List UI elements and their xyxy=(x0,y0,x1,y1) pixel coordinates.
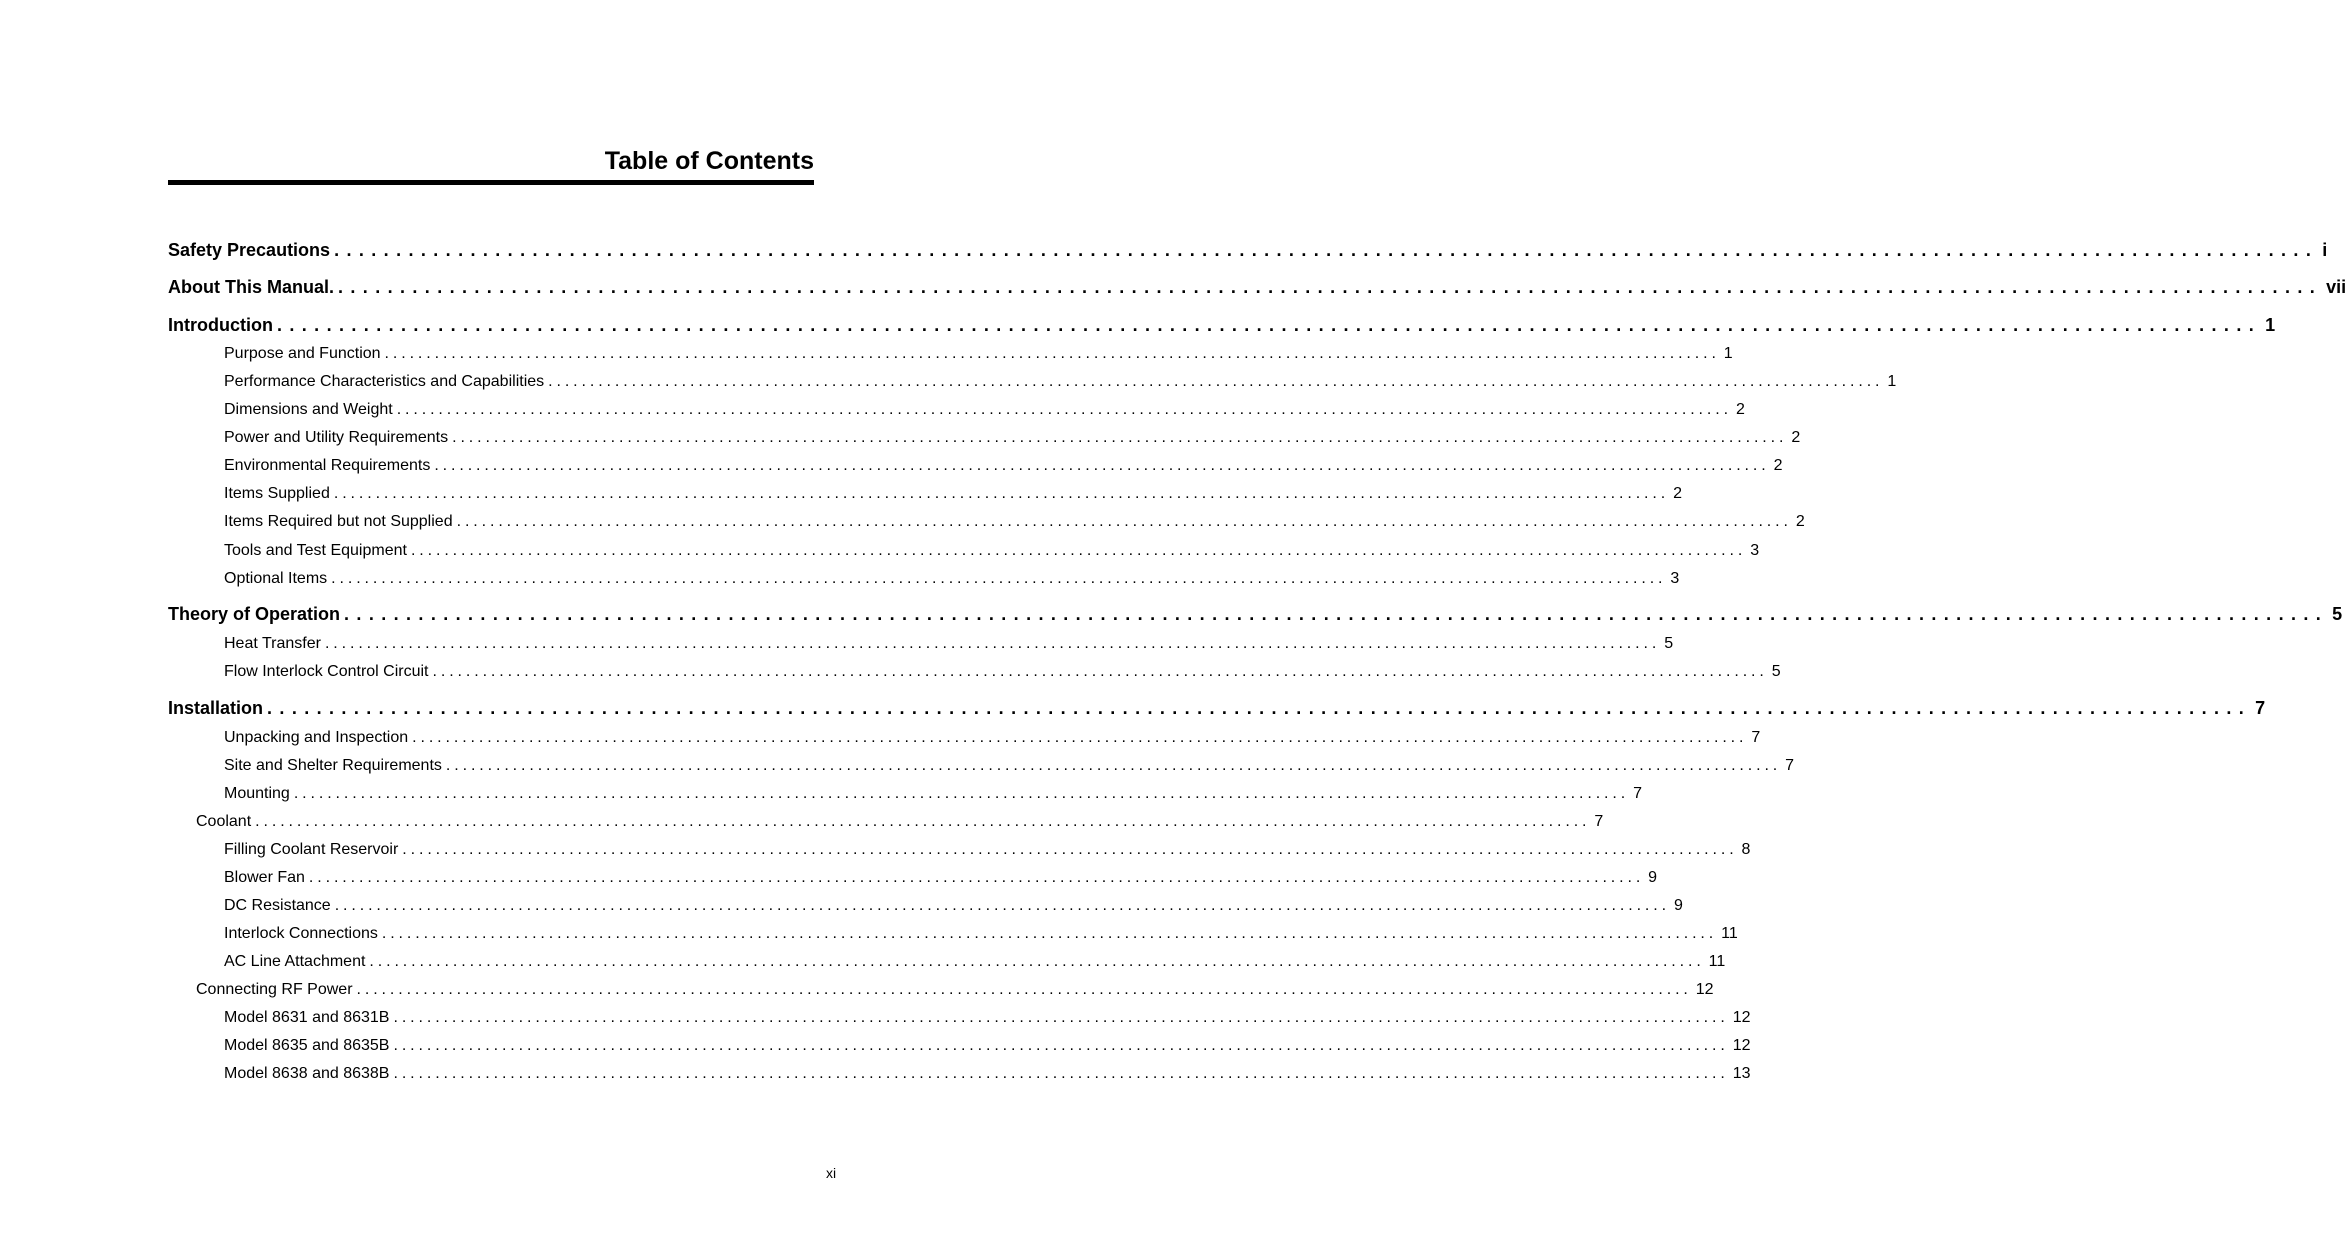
toc-entry-label: Model 8635 and 8635B xyxy=(224,1037,390,1054)
toc-entry-page: 13 xyxy=(1732,1065,1751,1082)
dot-leader: ................................................................................................................................................................ xyxy=(452,429,1788,446)
dot-leader: ................................................................................................................................................................ xyxy=(338,277,2323,297)
toc-entry-page: 12 xyxy=(1695,981,1714,998)
toc-entry-model-8638[interactable] xyxy=(224,1064,1751,1084)
toc-entry-label: Coolant xyxy=(196,813,252,830)
dot-leader: ................................................................................................................................................................ xyxy=(255,813,1591,830)
toc-entry-mounting[interactable] xyxy=(224,784,1642,804)
toc-entry-page: 7 xyxy=(1751,729,1761,746)
toc-entry-label: AC Line Attachment xyxy=(224,953,366,970)
toc-entry-label: DC Resistance xyxy=(224,897,331,914)
toc-entry-page: 2 xyxy=(1673,485,1682,502)
toc-entry-items-required[interactable] xyxy=(224,512,1805,532)
toc-entry-page: 2 xyxy=(1795,513,1805,530)
dot-leader: ................................................................................................................................................................ xyxy=(393,1037,1729,1054)
toc-entry-safety-precautions[interactable] xyxy=(168,239,2328,261)
toc-entry-label: Model 8638 and 8638B xyxy=(224,1065,390,1082)
dot-leader: ................................................................................................................................................................ xyxy=(396,401,1732,418)
toc-entry-connecting-rf-power[interactable] xyxy=(196,980,1714,1000)
toc-entry-label: Safety Precautions xyxy=(168,240,331,260)
dot-leader: ................................................................................................................................................................ xyxy=(331,570,1667,587)
toc-entry-label: Theory of Operation xyxy=(168,604,341,624)
toc-entry-label: Site and Shelter Requirements xyxy=(224,757,442,774)
dot-leader: ................................................................................................................................................................ xyxy=(308,869,1645,886)
toc-entry-label: Model 8631 and 8631B xyxy=(224,1009,390,1026)
toc-entry-model-8631[interactable] xyxy=(224,1008,1751,1028)
toc-entry-heat-transfer[interactable] xyxy=(224,634,1674,654)
toc-entry-page: 9 xyxy=(1673,897,1683,914)
dot-leader: ................................................................................................................................................................ xyxy=(369,953,1705,970)
dot-leader: ................................................................................................................................................................ xyxy=(356,981,1692,998)
dot-leader: ................................................................................................................................................................ xyxy=(445,757,1782,774)
toc-entry-label: Unpacking and Inspection xyxy=(224,729,409,746)
toc-entry-page: 9 xyxy=(1648,869,1658,886)
toc-entry-filling-coolant[interactable] xyxy=(224,840,1751,860)
toc-entry-page: 2 xyxy=(1791,429,1801,446)
toc-entry-label: Dimensions and Weight xyxy=(224,401,393,418)
toc-entry-page: 12 xyxy=(1732,1009,1751,1026)
toc-entry-model-8635[interactable] xyxy=(224,1036,1751,1056)
toc-entry-page: i xyxy=(2322,240,2328,260)
dot-leader: ................................................................................................................................................................ xyxy=(324,635,1661,652)
title-rule xyxy=(168,180,814,185)
toc-entry-performance-characteristics[interactable] xyxy=(224,372,1897,392)
toc-entry-page: 8 xyxy=(1741,841,1751,858)
page-title: Table of Contents xyxy=(604,147,814,175)
dot-leader: ................................................................................................................................................................ xyxy=(276,315,2262,335)
toc-entry-site-and-shelter[interactable] xyxy=(224,756,1795,776)
toc-entry-page: 3 xyxy=(1750,542,1760,559)
toc-entry-page: 11 xyxy=(1721,925,1738,942)
dot-leader: ................................................................................................................................................................ xyxy=(344,604,2329,624)
toc-entry-power-and-utility[interactable] xyxy=(224,428,1801,448)
toc-entry-dimensions-and-weight[interactable] xyxy=(224,400,1745,420)
dot-leader: ................................................................................................................................................................ xyxy=(334,240,2319,260)
dot-leader: ................................................................................................................................................................ xyxy=(410,542,1747,559)
dot-leader: ................................................................................................................................................................ xyxy=(267,698,2252,718)
toc-entry-page: 1 xyxy=(1723,345,1733,362)
toc-entry-page: 7 xyxy=(1594,813,1604,830)
toc-entry-blower-fan[interactable] xyxy=(224,868,1658,888)
toc-entry-flow-interlock[interactable] xyxy=(224,662,1781,682)
toc-entry-tools-and-test-equipment[interactable] xyxy=(224,541,1760,561)
toc-entry-optional-items[interactable] xyxy=(224,569,1680,589)
toc-entry-page: 2 xyxy=(1735,401,1745,418)
toc-entry-page: 1 xyxy=(1887,373,1897,390)
toc-entry-about-this-manual[interactable] xyxy=(168,276,2346,298)
toc-entry-label: Heat Transfer xyxy=(224,635,321,652)
toc-entry-page: 12 xyxy=(1732,1037,1751,1054)
dot-leader: ................................................................................................................................................................ xyxy=(432,663,1768,680)
toc-entry-label: Mounting xyxy=(224,785,290,802)
toc-entry-label: Performance Characteristics and Capabilities xyxy=(224,373,545,390)
page-number: xi xyxy=(826,1165,837,1181)
toc-entry-label: Flow Interlock Control Circuit xyxy=(224,663,429,680)
toc-entry-purpose-and-function[interactable] xyxy=(224,344,1733,364)
toc-entry-label: Items Required but not Supplied xyxy=(224,513,453,530)
toc-entry-page: 5 xyxy=(2332,604,2343,624)
toc-entry-label: Blower Fan xyxy=(224,869,305,886)
toc-entry-theory-of-operation[interactable] xyxy=(168,603,2343,625)
toc-entry-label: Optional Items xyxy=(224,570,328,587)
dot-leader: ................................................................................................................................................................ xyxy=(333,485,1670,502)
dot-leader: ................................................................................................................................................................ xyxy=(381,925,1718,942)
dot-leader: ................................................................................................................................................................ xyxy=(393,1009,1729,1026)
toc-entry-label: Connecting RF Power xyxy=(196,981,353,998)
toc-entry-dc-resistance[interactable] xyxy=(224,896,1683,916)
toc-entry-installation[interactable] xyxy=(168,697,2266,719)
toc-entry-environmental-requirements[interactable] xyxy=(224,456,1783,476)
toc-entry-label: Filling Coolant Reservoir xyxy=(224,841,399,858)
toc-entry-label: Items Supplied xyxy=(224,485,330,502)
toc-entry-label: Interlock Connections xyxy=(224,925,378,942)
dot-leader: ................................................................................................................................................................ xyxy=(402,841,1738,858)
dot-leader: ................................................................................................................................................................ xyxy=(293,785,1630,802)
toc-entry-label: About This Manual. xyxy=(168,277,334,297)
toc-entry-label: Purpose and Function xyxy=(224,345,381,362)
toc-entry-page: 2 xyxy=(1773,457,1783,474)
dot-leader: ................................................................................................................................................................ xyxy=(334,897,1670,914)
toc-entry-page: 7 xyxy=(2255,698,2266,718)
dot-leader: ................................................................................................................................................................ xyxy=(384,345,1720,362)
toc-entry-page: 7 xyxy=(1633,785,1642,802)
toc-entry-page: 3 xyxy=(1670,570,1680,587)
dot-leader: ................................................................................................................................................................ xyxy=(434,457,1770,474)
toc-entry-page: vii xyxy=(2326,277,2346,297)
toc-entry-label: Introduction xyxy=(168,315,273,335)
dot-leader: ................................................................................................................................................................ xyxy=(456,513,1792,530)
toc-entry-ac-line-attachment[interactable] xyxy=(224,952,1726,972)
dot-leader: ................................................................................................................................................................ xyxy=(393,1065,1729,1082)
toc-entry-page: 5 xyxy=(1771,663,1781,680)
toc-entry-label: Environmental Requirements xyxy=(224,457,431,474)
dot-leader: ................................................................................................................................................................ xyxy=(548,373,1884,390)
toc-entry-label: Installation xyxy=(168,698,264,718)
toc-entry-items-supplied[interactable] xyxy=(224,484,1682,504)
toc-entry-introduction[interactable] xyxy=(168,314,2276,336)
toc-entry-interlock-connections[interactable] xyxy=(224,924,1738,944)
toc-entry-page: 5 xyxy=(1664,635,1674,652)
toc-entry-label: Tools and Test Equipment xyxy=(224,542,407,559)
toc-entry-page: 7 xyxy=(1785,757,1795,774)
toc-entry-page: 11 xyxy=(1708,953,1726,970)
toc-entry-page: 1 xyxy=(2265,315,2276,335)
toc-entry-coolant[interactable] xyxy=(196,812,1604,832)
toc-entry-unpacking[interactable] xyxy=(224,728,1761,748)
dot-leader: ................................................................................................................................................................ xyxy=(412,729,1748,746)
toc-entry-label: Power and Utility Requirements xyxy=(224,429,449,446)
